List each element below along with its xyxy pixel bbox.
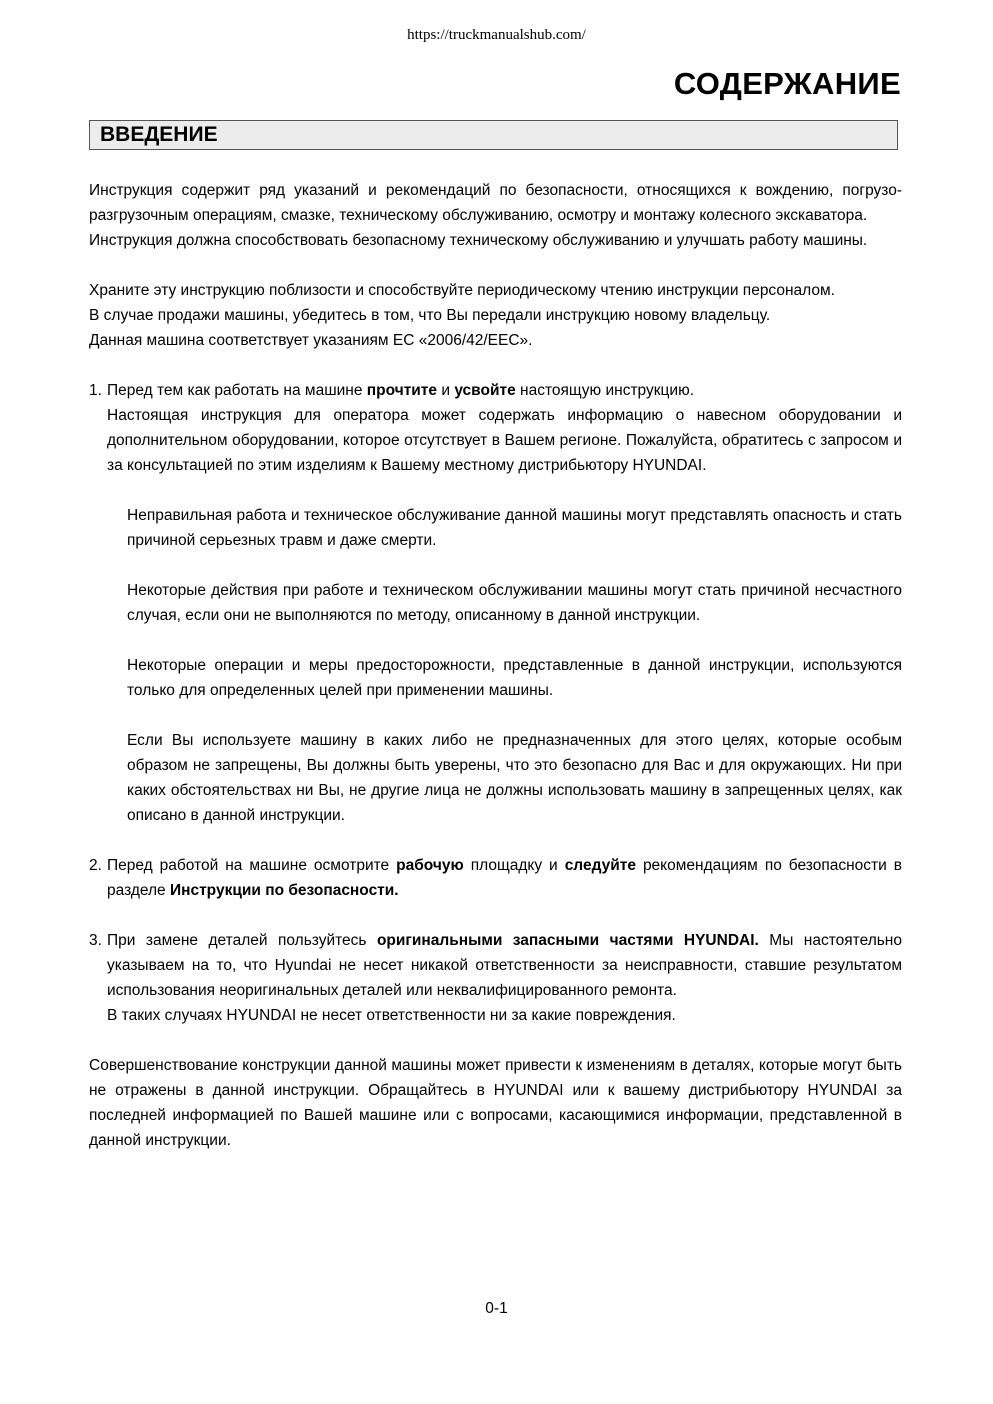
- document-title: СОДЕРЖАНИЕ: [673, 66, 901, 101]
- list-number: 1.: [89, 382, 102, 399]
- intro-paragraph: Инструкция содержит ряд указаний и рекомендаций по безопасности, относящихся к вождению, погрузо-разгрузочным операциям, смазке, техническому обслуживанию, осмотру и монтажу колесного экскаватора.: [89, 182, 902, 224]
- sub-paragraph: Если Вы используете машину в каких либо не предназначенных для этого целях, которые особым образом не запрещены, Вы должны быть уверены, что это безопасно для Вас и для окружающих. Ни при каких обстоятельствах ни Вы, не другие лица не должны использовать машину в запрещенных целях, как описано в данной инструкции.: [127, 732, 902, 824]
- sub-paragraph: Некоторые операции и меры предосторожности, представленные в данной инструкции, используются только для определенных целей при применении машины.: [127, 657, 902, 699]
- list-item-text: В таких случаях HYUNDAI не несет ответственности ни за какие повреждения.: [107, 1007, 676, 1024]
- list-item-3: [89, 928, 902, 1028]
- list-item-1: [89, 378, 902, 828]
- list-item-text: Перед работой на машине осмотрите рабочую площадку и следуйте рекомендациям по безопасности в разделе Инструкции по безопасности.: [107, 857, 902, 899]
- page-number: 0-1: [485, 1300, 508, 1317]
- source-url: https://truckmanualshub.com/: [407, 27, 586, 43]
- list-number: 2.: [89, 857, 102, 874]
- list-item-text: Перед тем как работать на машине прочтите и усвойте настоящую инструкцию.: [107, 382, 694, 399]
- sub-paragraph: Некоторые действия при работе и техническом обслуживании машины могут стать причиной несчастного случая, если они не выполняются по методу, описанному в данной инструкции.: [127, 582, 902, 624]
- intro-paragraph: Данная машина соответствует указаниям ЕС «2006/42/EEC».: [89, 332, 533, 349]
- list-item-text: При замене деталей пользуйтесь оригинальными запасными частями HYUNDAI. Мы настоятельно указываем на то, что Hyundai не несет никакой ответственности за неисправности, ставшие результатом использования неоригинальных деталей или неквалифицированного ремонта.: [107, 932, 902, 999]
- list-number: 3.: [89, 932, 102, 949]
- intro-paragraph: Храните эту инструкцию поблизости и способствуйте периодическому чтению инструкции персоналом.: [89, 282, 835, 299]
- list-item-text: Настоящая инструкция для оператора может содержать информацию о навесном оборудовании и дополнительном оборудовании, которое отсутствует в Вашем регионе. Пожалуйста, обратитесь с запросом и за консультацией по этим изделиям к Вашему местному дистрибьютору HYUNDAI.: [107, 407, 902, 474]
- list-item-2: [89, 853, 902, 903]
- sub-paragraph: Неправильная работа и техническое обслуживание данной машины могут представлять опасность и стать причиной серьезных травм и даже смерти.: [127, 507, 902, 549]
- intro-paragraph: Инструкция должна способствовать безопасному техническому обслуживанию и улучшать работу машины.: [89, 232, 868, 249]
- section-title: ВВЕДЕНИЕ: [100, 123, 218, 146]
- intro-paragraph: В случае продажи машины, убедитесь в том, что Вы передали инструкцию новому владельцу.: [89, 307, 771, 324]
- document-body: [89, 178, 902, 1153]
- closing-paragraph: Совершенствование конструкции данной машины может привести к изменениям в деталях, которые могут быть не отражены в данной инструкции. Обращайтесь в HYUNDAI или к вашему дистрибьютору HYUNDAI за последней информацией по Вашей машине или с вопросами, касающимися информации, представленной в данной инструкции.: [89, 1057, 902, 1149]
- section-header: [89, 120, 898, 150]
